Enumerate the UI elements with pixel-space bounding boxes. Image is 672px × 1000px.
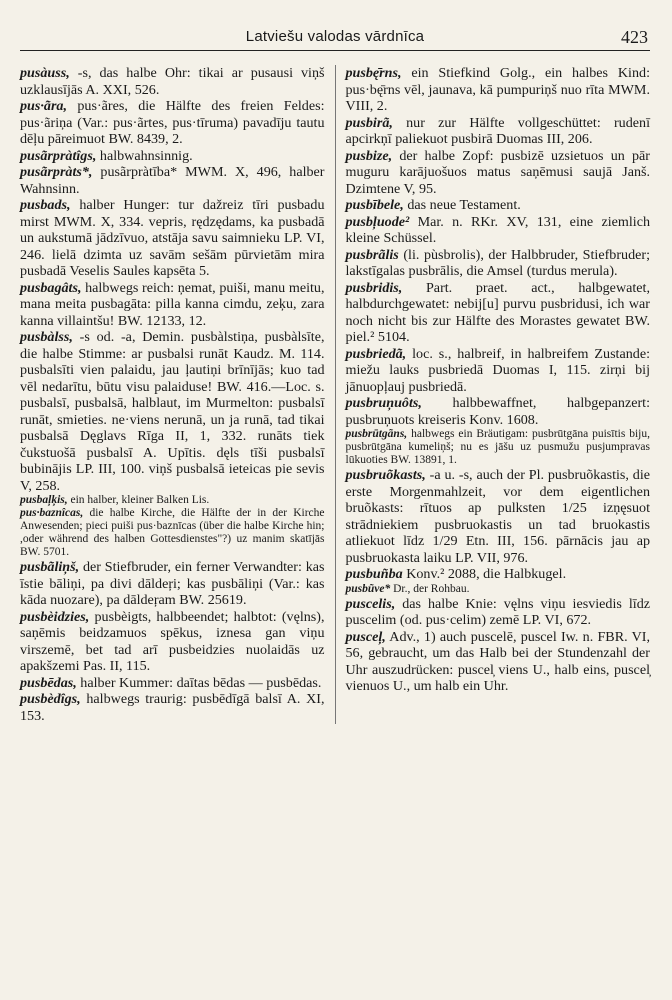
entry-headword: pusbaļķis,	[20, 494, 68, 506]
two-column-body	[20, 65, 650, 724]
entry-headword: pusbize,	[345, 147, 393, 164]
dictionary-entry	[346, 395, 651, 428]
dictionary-entry	[346, 467, 651, 566]
dictionary-entry	[20, 609, 325, 675]
entry-headword: pusbridis,	[345, 279, 403, 296]
dictionary-entry	[20, 65, 325, 98]
entry-definition: pusãrpràtība* MWM. X, 496, halber Wahnsinn.	[20, 164, 325, 197]
entry-headword: pusbruņuôts,	[345, 395, 422, 411]
dictionary-entry	[20, 98, 325, 148]
entry-headword: pusãrpràtîgs,	[20, 147, 97, 164]
running-title: Latviešu valodas vārdnīca	[245, 28, 425, 45]
entry-headword: puscel̦,	[345, 628, 386, 645]
dictionary-entry	[346, 148, 651, 198]
entry-headword: pusbèidzies,	[20, 608, 90, 625]
entry-headword: pusbirã,	[345, 114, 393, 131]
dictionary-entry	[20, 329, 325, 494]
page-header	[20, 28, 650, 51]
entry-definition: -s od. -a, Demin. pusbàlstiņa, pusbàlsīte, die halbe Stimme: ar pusbalsi runāt Kaudz. M. 114. pusbalsīti vien palaidu, jau ļautiņi brīnījās; kuo tad vēl nedarītu, būtu visu palaiduse! BW. 416.—Loc. s. pusbalsī, pusbalsā, halblaut, im Murmelton: pusbalsī runāt, smieties. ne·viens nerunā, un ja runā, tad tikai pusbalsā Dęglavs Rīga II, 1, 332. runāts tiek čukstuošā pusbalsī A. Upītis. dęls tīši pusbalsī bubinājis LP. III, 100. viņš pusbalsā ieteicas pie sevis V, 258.	[20, 329, 325, 494]
entry-headword: pusbagâts,	[20, 279, 82, 296]
entry-headword: pusbriedã,	[345, 345, 407, 362]
entry-headword: pusbàlss,	[20, 329, 73, 345]
entry-definition: Mar. n. RKr. XV, 131, eine ziemlich kleine Schüssel.	[345, 213, 650, 246]
entry-headword: pusàuss,	[20, 65, 70, 81]
left-column	[20, 65, 325, 724]
dictionary-entry	[346, 197, 651, 214]
dictionary-entry	[20, 197, 325, 280]
entry-definition: (li. pùsbrolis), der Halbbruder, Stiefbruder; lakstīgalas pusbrālis, die Amsel (turdus merula).	[345, 246, 650, 279]
dictionary-entry	[20, 559, 325, 609]
entry-headword: pusbèdîgs,	[20, 691, 81, 707]
dictionary-entry	[20, 164, 325, 197]
entry-headword: pus·baznîcas,	[20, 507, 84, 519]
entry-definition: Adv., 1) auch puscelē, puscel Iw. n. FBR. VI, 56, gebraucht, um das Halb bei der Stundenzahl der Uhr auszudrücken: puscel̦ viens U., halb eins, puscel̦ vienuos U., um halb ein Uhr.	[345, 628, 650, 694]
entry-headword: pusbę̄rns,	[345, 65, 402, 81]
dictionary-entry	[346, 596, 651, 629]
entry-definition: pus·ãres, die Hälfte des freien Feldes: pus·ãriņa (Var.: pus·ãrtes, pus·tīruma) pavadīju tautu dēļu pāreimuot BW. 8439, 2.	[20, 98, 325, 147]
entry-definition: Part. praet. act., halbgewatet, halbdurchgewatet: nebij[u] purvu pusbridusi, ich war noch nicht bis zur Hälfte des Morastes gewatet BW. piel.² 5104.	[345, 279, 650, 345]
dictionary-entry	[346, 214, 651, 247]
entry-headword: puscelis,	[345, 595, 396, 612]
entry-headword: pus·ãra,	[20, 98, 67, 114]
right-column	[335, 65, 651, 724]
entry-headword: pusbrãlis	[345, 246, 399, 263]
entry-definition: halbwegs traurig: pusbēdīgā balsī A. XI, 153.	[20, 691, 325, 724]
entry-definition: halber Hunger: tur dažreiz tīri pusbadu mirst MWM. X, 334. vepris, rędzędams, ka pusbadā un aukstumā jādzīvuo, atstāja savu saimnieku LP. VI, 246. lielā dzimta uz savām sešām pūrvietām mira pusbadā Veselis Saules kapsēta 5.	[20, 197, 325, 279]
entry-headword: pusbads,	[20, 197, 71, 213]
entry-definition: halber Kummer: daītas bēdas — pusbēdas.	[76, 674, 322, 691]
entry-headword: pusbļuode²	[345, 213, 410, 230]
entry-headword: pusbãliņš,	[20, 559, 80, 575]
entry-definition: halbwegs reich: ņemat, puiši, manu meitu, mana meita pusbagāta: pilla kanna cimdu, zeķu, zara kanna villaintšu! BW. 12133, 12.	[20, 279, 325, 329]
entry-definition: -a u. -s, auch der Pl. pusbruõkastis, die erste Morgenmahlzeit, vor dem eigentlichen bruõkasts: rītuos ap pulksten 1/25 izņęsuot strādniekiem pusbruokastis un tad bruokastis atliekuot līdz 1/29 Etn. III, 156. pārnācis jau ap pusbruokasta laiku LP. VII, 976.	[345, 467, 650, 566]
dictionary-entry	[346, 280, 651, 346]
entry-definition: pusbèigts, halbbeendet; halbtot: (vęlns), saņēmis beidzamuos spēkus, iznesa gan viņu virszemē, bet tad arī pusbeidzies nuolaidās uz apakšzemi Pas. II, 115.	[20, 608, 325, 674]
dictionary-entry	[346, 346, 651, 396]
entry-headword: pusbũve*	[345, 582, 391, 595]
dictionary-entry	[20, 148, 325, 165]
dictionary-entry	[346, 566, 651, 583]
entry-definition: der Stiefbruder, ein ferner Verwandter: kas īstie bāliņi, pa divi dāldeŗi; kas pusbāliņi (Var.: kas kāda nuozare), pa dāldeŗam BW. 25619.	[20, 559, 325, 608]
entry-definition: ein halber, kleiner Balken Lis.	[67, 494, 210, 506]
entry-definition: Konv.² 2088, die Halbkugel.	[402, 566, 567, 582]
entry-definition: Dr., der Rohbau.	[390, 582, 470, 595]
entry-definition: das halbe Knie: vęlns viņu iesviedis līdz puscelim (od. pus·celim) zemē LP. VI, 672.	[345, 595, 650, 628]
entry-headword: pusãrpràts*,	[20, 164, 93, 180]
entry-definition: nur zur Hälfte vollgeschüttet: rudenī apcirkņī paliekuot pusbirā Duomas III, 206.	[345, 114, 650, 147]
dictionary-entry	[20, 494, 325, 507]
entry-definition: halbbewaffnet, halbgepanzert: pusbruņuots kreiseris Konv. 1608.	[345, 395, 650, 428]
dictionary-entry	[346, 428, 651, 467]
entry-definition: das neue Testament.	[403, 197, 521, 213]
dictionary-entry	[20, 675, 325, 692]
entry-headword: pusbībele,	[345, 197, 404, 213]
dictionary-entry	[20, 507, 325, 559]
entry-definition: -s, das halbe Ohr: tikai ar pusausi viņš uzklausījās A. XXI, 526.	[20, 65, 325, 98]
entry-definition: halbwegs ein Bräutigam: pusbrūtgāna puisītis biju, pusbrūtgāna kumeliņš; nu es jāšu uz pusmužu pusjumpravas lūkuoties BW. 13891, 1.	[345, 428, 650, 466]
dictionary-entry	[346, 115, 651, 148]
dictionary-entry	[346, 247, 651, 280]
entry-headword: pusbruõkasts,	[345, 467, 426, 483]
dictionary-entry	[346, 65, 651, 115]
dictionary-entry	[20, 691, 325, 724]
entry-headword: pusbrūtgãns,	[345, 428, 408, 440]
entry-headword: pusbuñba	[345, 566, 403, 582]
entry-headword: pusbēdas,	[20, 674, 77, 691]
entry-definition: loc. s., halbreif, in halbreifem Zustande: miežu lauks pusbriedā Duomas I, 115. zirņi bij jānuopļauj pusbriedā.	[345, 345, 650, 395]
entry-definition: halbwahnsinnig.	[96, 147, 193, 164]
entry-definition: ein Stiefkind Golg., ein halbes Kind: pus·bę̄rns vēl, jaunava, kā pumpuriņš nuo rīta MWM. VIII, 2.	[345, 65, 650, 114]
dictionary-entry	[346, 583, 651, 596]
page-number: 423	[621, 27, 648, 47]
entry-definition: die halbe Kirche, die Hälfte der in der Kirche Anwesenden; pieci puiši pus·baznīcas (über die halbe Kirche hin; ,oder während des halben Gottesdienstes"?) uz manim skatījās BW. 5701.	[20, 507, 325, 558]
entry-definition: der halbe Zopf: pusbizē uzsietuos un pār muguru karājuošuos matus saņēmusi saujā Janš. Dzimtene V, 95.	[345, 147, 650, 197]
dictionary-entry	[346, 629, 651, 695]
dictionary-entry	[20, 280, 325, 330]
